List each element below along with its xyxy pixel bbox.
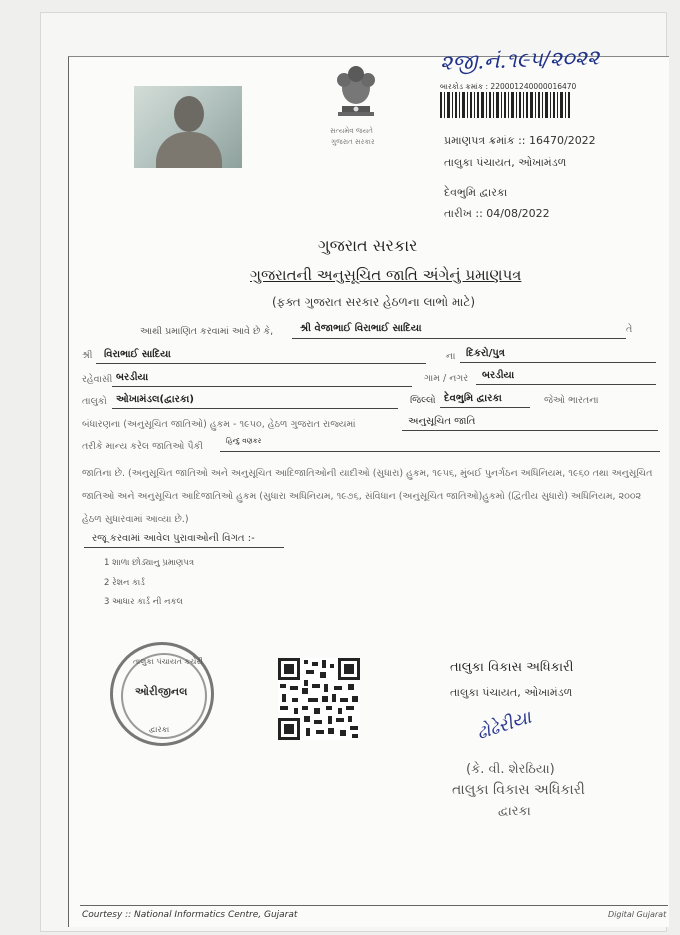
officer-office: તાલુકા પંચાયત, ઓખામંડળ [450,686,573,699]
title-government: ગુજરાત સરકાર [318,236,418,255]
recognized-text: તરીકે માન્ય કરેલ જાતિઓ પૈકી [82,441,203,452]
shri-label: શ્રી [82,350,93,361]
certificate-number: પ્રમાણપત્ર ક્રમાંક :: 16470/2022 [444,134,596,147]
te-text: તે [626,324,633,335]
taluka-label: તાલુકો [82,396,107,407]
father-name: વિરાભાઈ સાદિયા [104,349,171,360]
village-value: બરડીયા [482,370,515,381]
issue-date: તારીખ :: 04/08/2022 [444,207,550,220]
issuing-office: તાલુકા પંચાયત, ઓખામંડળ [444,156,567,169]
applicant-photo [134,86,242,168]
title-certificate: ગુજરાતની અનુસૂચિત જાતિ અંગેનું પ્રમાણપત્ર [250,266,522,284]
intro-text: આથી પ્રમાણિત કરવામાં આવે છે કે, [140,326,274,337]
issuing-district: દેવભુમિ દ્વારકા [444,186,508,199]
handwritten-signature: ઢોઢેરીયા [474,706,534,745]
je-label: જેઓ ભારતના [544,395,599,406]
officer-title: તાલુકા વિકાસ અધિકારી [450,660,574,675]
barcode [440,92,572,118]
na-label: ના [446,351,456,362]
signatory-name: (કે. વી. શેરઠિયા) [466,762,555,777]
signatory-place: દ્વારકા [498,804,531,819]
emblem-caption: ગુજરાત સરકાર [331,138,375,146]
order-text: બંધારણના (અનુસૂચિત જાતિઓ) હુકમ - ૧૯૫૦, હેઠળ ગુજરાત રાજ્યમાં [82,419,356,430]
ashoka-emblem-icon [328,64,384,134]
relation: દિકરો/પુત્ર [466,348,505,359]
emblem-motto: સત્યમેવ જયતે [330,127,373,135]
footer-digital-gujarat: Digital Gujarat [608,910,667,919]
document-item: 2 રેશન કાર્ડ [104,578,145,588]
legal-paragraph: જાતિના છે. (અનુસૂચિત જાતિઓ અને અનુસૂચિત આદિજાતિઓની યાદીઓ (સુધારા) હુકમ, ૧૯૫૬, મુંબઈ પુનર્ગઠન અધિનિયમ, ૧૯૬૦ તથા અનુસૂચિત જાતિઓ અને અનુસૂચિત આદિજાતિઓ હુકમ (સુધારા અધિનિયમ, ૧૯૭૬, સંવિધાન (અનુસૂચિત જાતિઓ)હુકમો (દ્વિતીય સુધારો) અધિનિયમ, ૨૦૦૨ હેઠળ સુધારવામાં આવ્યા છે.) [82,468,653,525]
document-item: 3 આધાર કાર્ડ ની નકલ [104,597,183,607]
seal-top-text: તાલુકા પંચાયત કચેરી [133,657,203,666]
title-subtitle: (ફક્ત ગુજરાત સરકાર હેઠળના લાભો માટે) [272,295,476,309]
office-seal [110,642,214,746]
resident-value: બરડીયા [116,372,149,383]
footer-courtesy: Courtesy :: National Informatics Centre, Gujarat [82,910,298,920]
village-label: ગામ / નગર [424,373,469,384]
handwritten-reference: ૨જી.નં.૧૯૫/૨૦૨૨ [439,45,600,75]
district-label: જિલ્લો [410,395,436,406]
subcaste-value: હિન્દુ વણકર [226,437,262,445]
district-value: દેવભુમિ દ્વારકા [444,393,502,404]
signatory-title: તાલુકા વિકાસ અધિકારી [452,782,585,798]
seal-bottom-text: દ્વારકા [149,725,170,734]
document-item: 1 શાળા છોડ્યાનુ પ્રમાણપત્ર [104,558,195,568]
applicant-name: શ્રી વેજાભાઈ વિરાભાઈ સાદિયા [300,323,422,334]
resident-label: રહેવાસી [82,374,113,385]
barcode-label: બારકોડ ક્રમાંક : 220001240000016470 [440,82,577,91]
caste-value: અનુસૂચિત જાતિ [408,416,476,427]
documents-heading: રજૂ કરવામાં આવેલ પુરાવાઓની વિગત :- [92,533,255,544]
qr-code [278,658,360,740]
taluka-value: ઓખામંડલ(દ્વારકા) [116,394,194,405]
seal-center-text: ઓરીજીનલ [135,685,188,698]
